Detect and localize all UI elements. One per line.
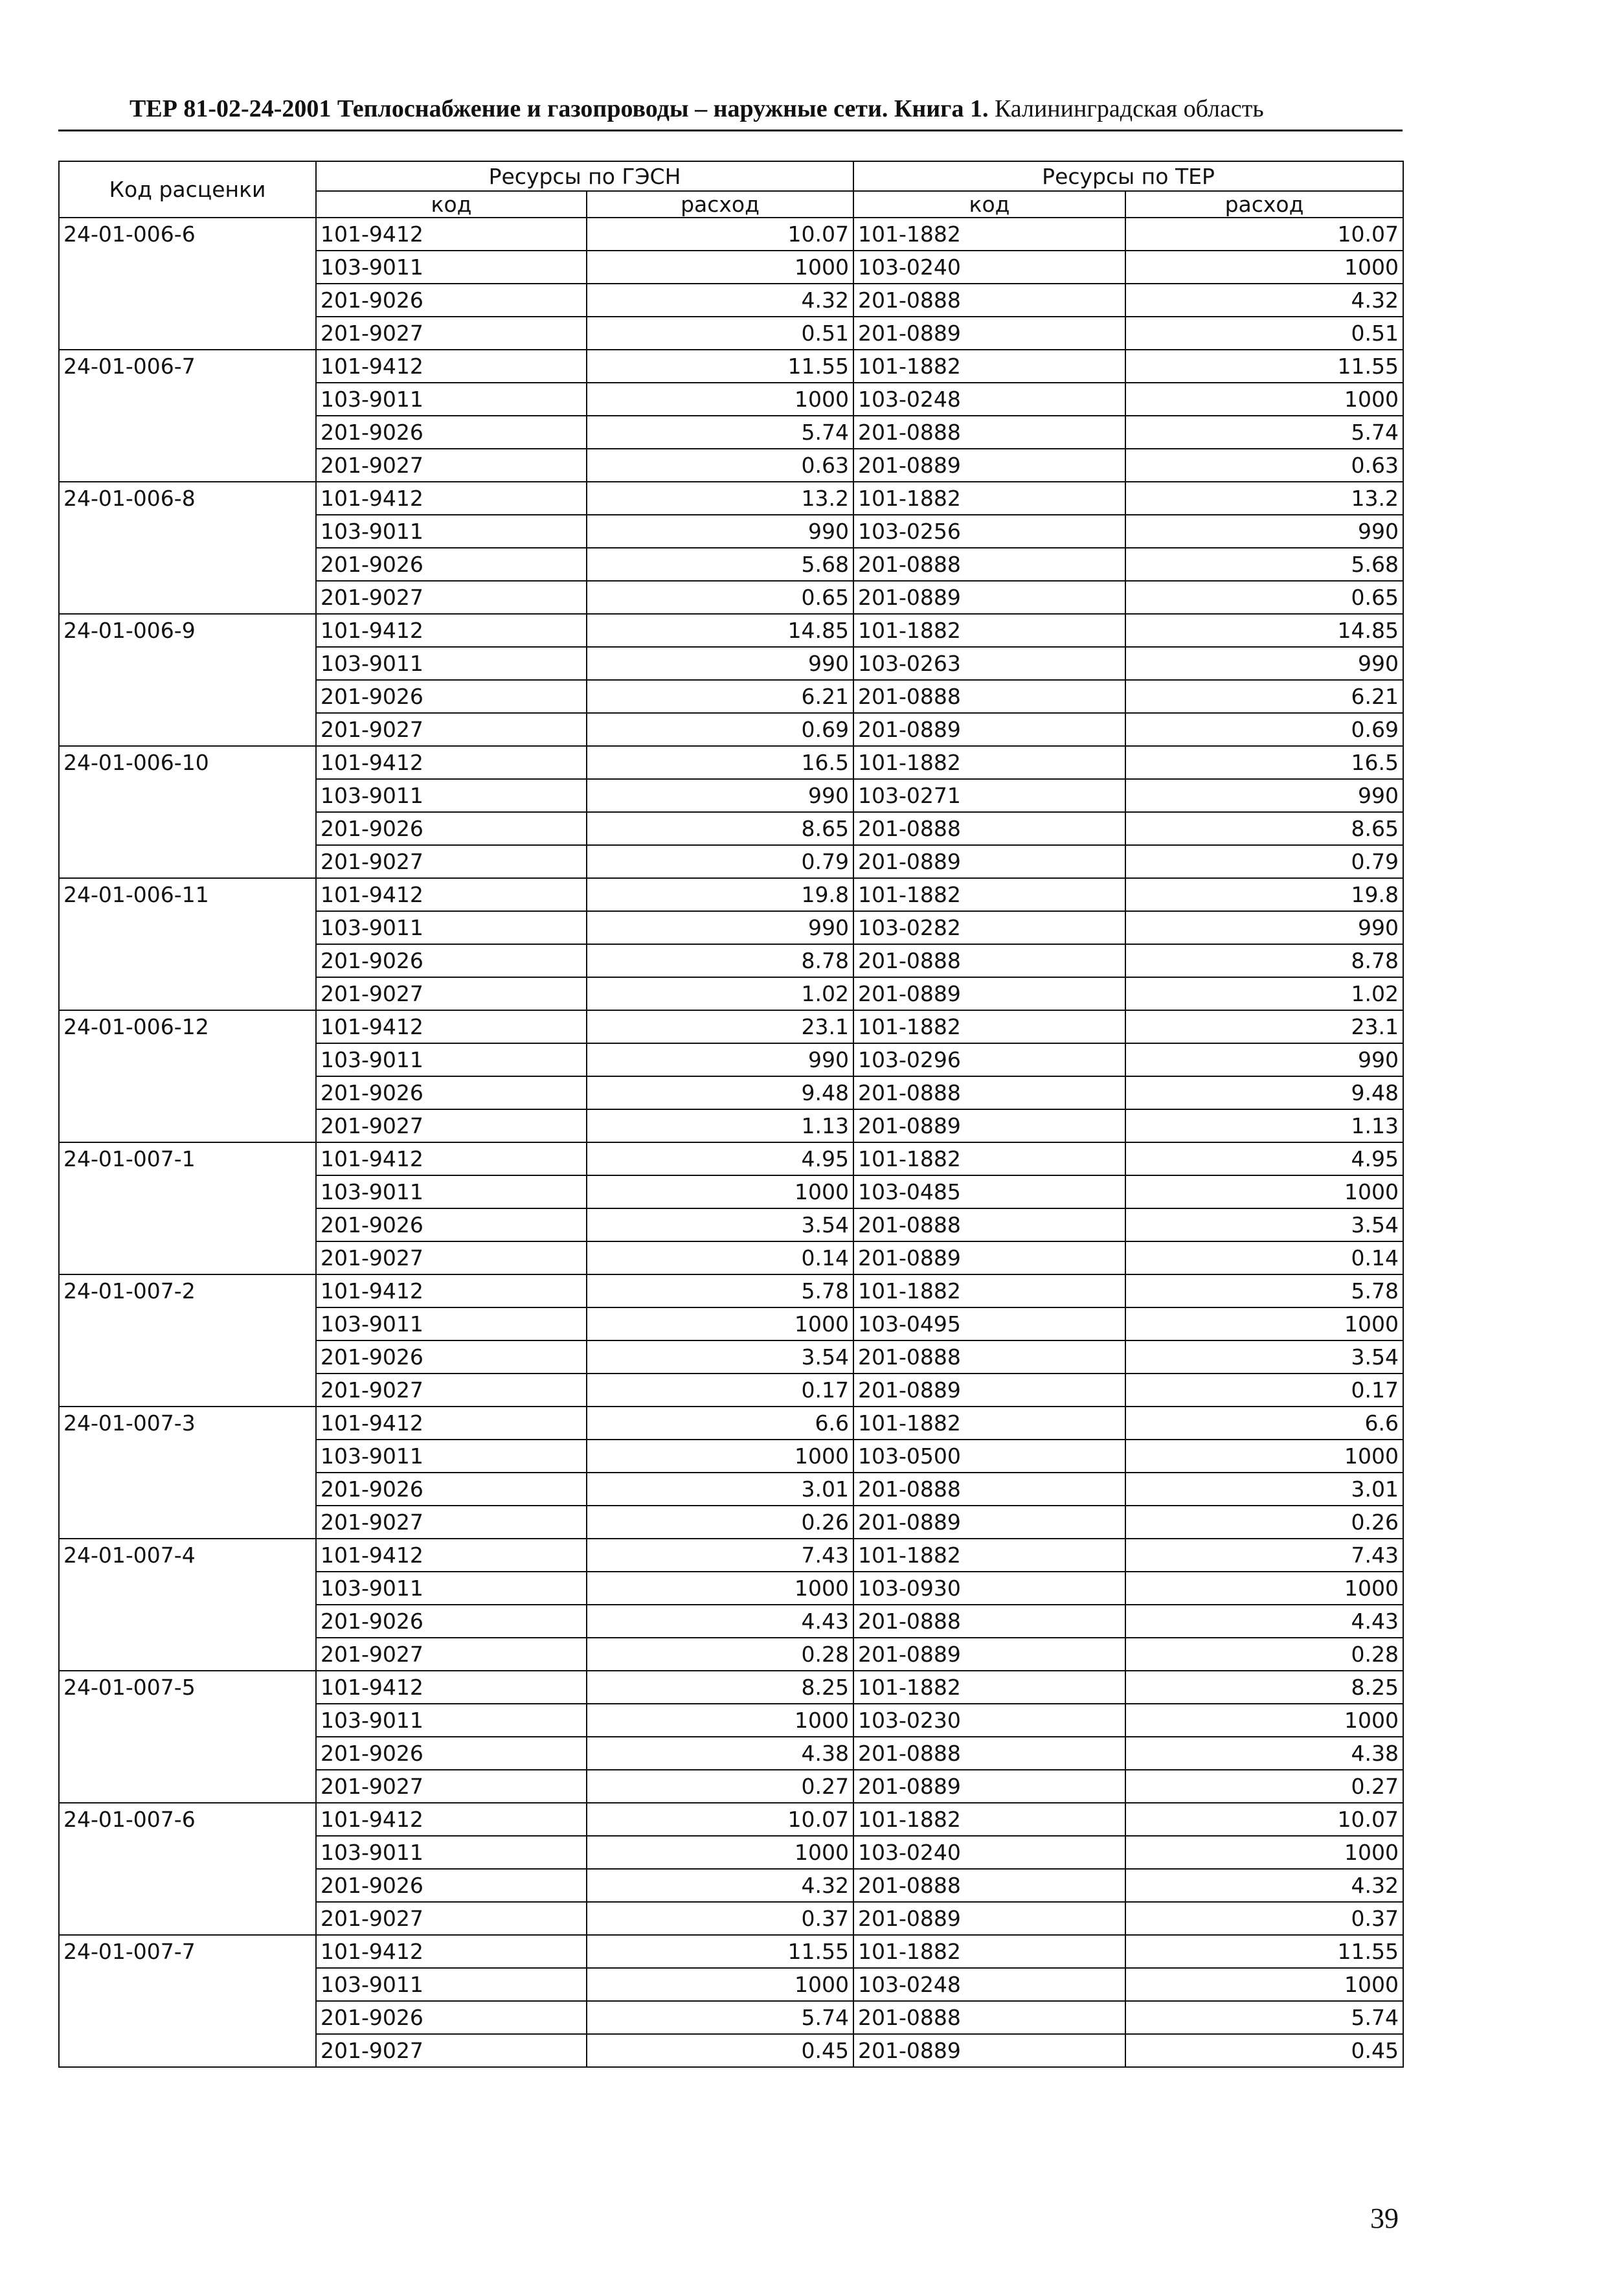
ter-code-cell: 103-0248 bbox=[853, 383, 1125, 416]
rate-code-cell: 24-01-007-6 bbox=[59, 1803, 316, 1935]
rate-code-cell: 24-01-007-2 bbox=[59, 1274, 316, 1407]
ter-amount-cell: 10.07 bbox=[1125, 218, 1403, 251]
ter-amount-cell: 6.21 bbox=[1125, 680, 1403, 713]
ter-code-cell: 201-0888 bbox=[853, 1473, 1125, 1506]
ter-code-cell: 201-0889 bbox=[853, 977, 1125, 1010]
gesn-amount-cell: 7.43 bbox=[587, 1539, 853, 1572]
ter-amount-cell: 1000 bbox=[1125, 1836, 1403, 1869]
gesn-amount-cell: 0.28 bbox=[587, 1638, 853, 1671]
gesn-amount-cell: 1000 bbox=[587, 251, 853, 284]
ter-amount-cell: 5.74 bbox=[1125, 416, 1403, 449]
gesn-code-cell: 101-9412 bbox=[316, 1671, 587, 1704]
gesn-code-cell: 103-9011 bbox=[316, 1043, 587, 1076]
ter-amount-cell: 4.95 bbox=[1125, 1142, 1403, 1175]
gesn-amount-cell: 11.55 bbox=[587, 1935, 853, 1968]
ter-code-cell: 103-0240 bbox=[853, 251, 1125, 284]
gesn-code-cell: 201-9027 bbox=[316, 581, 587, 614]
gesn-amount-cell: 990 bbox=[587, 911, 853, 944]
ter-amount-cell: 5.74 bbox=[1125, 2001, 1403, 2034]
gesn-amount-cell: 10.07 bbox=[587, 218, 853, 251]
ter-amount-cell: 0.65 bbox=[1125, 581, 1403, 614]
rate-code-cell: 24-01-006-8 bbox=[59, 482, 316, 614]
gesn-amount-cell: 16.5 bbox=[587, 746, 853, 779]
gesn-code-cell: 201-9027 bbox=[316, 1109, 587, 1142]
gesn-code-cell: 201-9026 bbox=[316, 944, 587, 977]
gesn-code-cell: 103-9011 bbox=[316, 1175, 587, 1208]
rate-code-cell: 24-01-007-3 bbox=[59, 1407, 316, 1539]
gesn-amount-cell: 1000 bbox=[587, 1836, 853, 1869]
gesn-amount-cell: 0.79 bbox=[587, 845, 853, 878]
gesn-code-cell: 103-9011 bbox=[316, 1836, 587, 1869]
ter-code-cell: 103-0240 bbox=[853, 1836, 1125, 1869]
ter-amount-cell: 6.6 bbox=[1125, 1407, 1403, 1440]
gesn-amount-cell: 1000 bbox=[587, 1968, 853, 2001]
gesn-amount-cell: 4.95 bbox=[587, 1142, 853, 1175]
gesn-code-cell: 103-9011 bbox=[316, 779, 587, 812]
header-title-bold: ТЕР 81-02-24-2001 Теплоснабжение и газопроводы – наружные сети. Книга 1. bbox=[130, 95, 995, 122]
gesn-code-cell: 103-9011 bbox=[316, 1440, 587, 1473]
rate-code-cell: 24-01-006-10 bbox=[59, 746, 316, 878]
ter-code-cell: 201-0889 bbox=[853, 845, 1125, 878]
gesn-code-cell: 101-9412 bbox=[316, 350, 587, 383]
gesn-code-cell: 101-9412 bbox=[316, 614, 587, 647]
gesn-amount-cell: 0.51 bbox=[587, 317, 853, 350]
gesn-code-cell: 201-9027 bbox=[316, 713, 587, 746]
gesn-code-cell: 103-9011 bbox=[316, 1968, 587, 2001]
ter-amount-cell: 16.5 bbox=[1125, 746, 1403, 779]
ter-amount-cell: 11.55 bbox=[1125, 1935, 1403, 1968]
ter-amount-cell: 4.32 bbox=[1125, 284, 1403, 317]
ter-amount-cell: 7.43 bbox=[1125, 1539, 1403, 1572]
gesn-amount-cell: 1.13 bbox=[587, 1109, 853, 1142]
table-header bbox=[59, 161, 1403, 218]
ter-amount-cell: 14.85 bbox=[1125, 614, 1403, 647]
ter-amount-cell: 1000 bbox=[1125, 1175, 1403, 1208]
gesn-code-cell: 101-9412 bbox=[316, 1142, 587, 1175]
ter-amount-cell: 0.26 bbox=[1125, 1506, 1403, 1539]
gesn-code-cell: 101-9412 bbox=[316, 1803, 587, 1836]
ter-code-cell: 103-0495 bbox=[853, 1307, 1125, 1340]
gesn-amount-cell: 1000 bbox=[587, 1572, 853, 1605]
ter-code-cell: 201-0888 bbox=[853, 284, 1125, 317]
gesn-amount-cell: 6.6 bbox=[587, 1407, 853, 1440]
ter-code-cell: 201-0889 bbox=[853, 1241, 1125, 1274]
ter-code-cell: 201-0888 bbox=[853, 680, 1125, 713]
gesn-code-cell: 101-9412 bbox=[316, 1539, 587, 1572]
gesn-amount-cell: 990 bbox=[587, 647, 853, 680]
gesn-code-cell: 201-9026 bbox=[316, 416, 587, 449]
ter-amount-cell: 1000 bbox=[1125, 1572, 1403, 1605]
gesn-code-cell: 201-9027 bbox=[316, 2034, 587, 2067]
ter-code-cell: 101-1882 bbox=[853, 1539, 1125, 1572]
ter-code-cell: 201-0888 bbox=[853, 1076, 1125, 1109]
gesn-code-cell: 101-9412 bbox=[316, 1010, 587, 1043]
ter-code-cell: 201-0889 bbox=[853, 2034, 1125, 2067]
resources-table bbox=[58, 161, 1404, 2068]
gesn-code-cell: 101-9412 bbox=[316, 1935, 587, 1968]
gesn-code-cell: 201-9026 bbox=[316, 812, 587, 845]
ter-amount-cell: 11.55 bbox=[1125, 350, 1403, 383]
gesn-code-cell: 201-9026 bbox=[316, 2001, 587, 2034]
gesn-code-cell: 201-9026 bbox=[316, 1340, 587, 1374]
gesn-amount-cell: 8.65 bbox=[587, 812, 853, 845]
ter-amount-cell: 0.63 bbox=[1125, 449, 1403, 482]
gesn-code-cell: 201-9026 bbox=[316, 1473, 587, 1506]
ter-amount-cell: 13.2 bbox=[1125, 482, 1403, 515]
header-ter-resources: Ресурсы по ТЕР bbox=[853, 161, 1403, 191]
gesn-amount-cell: 0.69 bbox=[587, 713, 853, 746]
ter-amount-cell: 1000 bbox=[1125, 1440, 1403, 1473]
table-body bbox=[59, 218, 1403, 2067]
gesn-amount-cell: 1000 bbox=[587, 383, 853, 416]
gesn-amount-cell: 23.1 bbox=[587, 1010, 853, 1043]
gesn-code-cell: 101-9412 bbox=[316, 1407, 587, 1440]
ter-amount-cell: 0.27 bbox=[1125, 1770, 1403, 1803]
ter-amount-cell: 5.78 bbox=[1125, 1274, 1403, 1307]
gesn-amount-cell: 0.26 bbox=[587, 1506, 853, 1539]
ter-amount-cell: 19.8 bbox=[1125, 878, 1403, 911]
table-row bbox=[59, 350, 1403, 383]
rate-code-cell: 24-01-006-12 bbox=[59, 1010, 316, 1142]
ter-amount-cell: 3.01 bbox=[1125, 1473, 1403, 1506]
gesn-code-cell: 101-9412 bbox=[316, 878, 587, 911]
gesn-code-cell: 201-9027 bbox=[316, 1902, 587, 1935]
ter-code-cell: 201-0889 bbox=[853, 1902, 1125, 1935]
ter-code-cell: 201-0888 bbox=[853, 1869, 1125, 1902]
ter-code-cell: 201-0888 bbox=[853, 812, 1125, 845]
table-row bbox=[59, 1935, 1403, 1968]
ter-code-cell: 201-0888 bbox=[853, 1208, 1125, 1241]
gesn-code-cell: 103-9011 bbox=[316, 1704, 587, 1737]
table-row bbox=[59, 1407, 1403, 1440]
gesn-amount-cell: 3.54 bbox=[587, 1208, 853, 1241]
gesn-amount-cell: 1000 bbox=[587, 1704, 853, 1737]
gesn-amount-cell: 0.65 bbox=[587, 581, 853, 614]
gesn-code-cell: 201-9026 bbox=[316, 1208, 587, 1241]
gesn-code-cell: 103-9011 bbox=[316, 1307, 587, 1340]
gesn-amount-cell: 4.32 bbox=[587, 1869, 853, 1902]
ter-code-cell: 101-1882 bbox=[853, 1142, 1125, 1175]
gesn-amount-cell: 4.32 bbox=[587, 284, 853, 317]
table-row bbox=[59, 746, 1403, 779]
gesn-code-cell: 201-9026 bbox=[316, 680, 587, 713]
rate-code-cell: 24-01-006-6 bbox=[59, 218, 316, 350]
table-row bbox=[59, 878, 1403, 911]
ter-amount-cell: 0.17 bbox=[1125, 1374, 1403, 1407]
gesn-amount-cell: 4.38 bbox=[587, 1737, 853, 1770]
ter-code-cell: 103-0256 bbox=[853, 515, 1125, 548]
rate-code-cell: 24-01-007-7 bbox=[59, 1935, 316, 2067]
rate-code-cell: 24-01-006-7 bbox=[59, 350, 316, 482]
rate-code-cell: 24-01-007-4 bbox=[59, 1539, 316, 1671]
gesn-amount-cell: 11.55 bbox=[587, 350, 853, 383]
gesn-amount-cell: 19.8 bbox=[587, 878, 853, 911]
ter-code-cell: 101-1882 bbox=[853, 1407, 1125, 1440]
gesn-code-cell: 201-9026 bbox=[316, 1737, 587, 1770]
gesn-code-cell: 201-9026 bbox=[316, 1605, 587, 1638]
gesn-amount-cell: 1.02 bbox=[587, 977, 853, 1010]
ter-amount-cell: 0.45 bbox=[1125, 2034, 1403, 2067]
ter-amount-cell: 1000 bbox=[1125, 383, 1403, 416]
gesn-code-cell: 103-9011 bbox=[316, 383, 587, 416]
ter-amount-cell: 990 bbox=[1125, 515, 1403, 548]
ter-amount-cell: 1000 bbox=[1125, 1968, 1403, 2001]
ter-amount-cell: 1.02 bbox=[1125, 977, 1403, 1010]
ter-amount-cell: 8.65 bbox=[1125, 812, 1403, 845]
ter-code-cell: 201-0888 bbox=[853, 1340, 1125, 1374]
gesn-amount-cell: 5.78 bbox=[587, 1274, 853, 1307]
ter-code-cell: 201-0889 bbox=[853, 317, 1125, 350]
table-row bbox=[59, 1539, 1403, 1572]
ter-code-cell: 103-0930 bbox=[853, 1572, 1125, 1605]
gesn-code-cell: 201-9027 bbox=[316, 845, 587, 878]
ter-amount-cell: 990 bbox=[1125, 1043, 1403, 1076]
gesn-code-cell: 103-9011 bbox=[316, 911, 587, 944]
gesn-amount-cell: 1000 bbox=[587, 1175, 853, 1208]
gesn-amount-cell: 990 bbox=[587, 1043, 853, 1076]
gesn-code-cell: 201-9026 bbox=[316, 284, 587, 317]
ter-code-cell: 201-0888 bbox=[853, 1737, 1125, 1770]
header-ter-code: код bbox=[853, 191, 1125, 218]
gesn-code-cell: 201-9027 bbox=[316, 1638, 587, 1671]
ter-amount-cell: 4.43 bbox=[1125, 1605, 1403, 1638]
table-row bbox=[59, 1671, 1403, 1704]
ter-code-cell: 201-0889 bbox=[853, 1638, 1125, 1671]
running-header bbox=[130, 92, 1399, 126]
rate-code-cell: 24-01-006-11 bbox=[59, 878, 316, 1010]
ter-code-cell: 201-0888 bbox=[853, 2001, 1125, 2034]
table-row bbox=[59, 218, 1403, 251]
ter-amount-cell: 8.78 bbox=[1125, 944, 1403, 977]
ter-amount-cell: 990 bbox=[1125, 647, 1403, 680]
ter-code-cell: 103-0282 bbox=[853, 911, 1125, 944]
rate-code-cell: 24-01-007-1 bbox=[59, 1142, 316, 1274]
ter-code-cell: 103-0271 bbox=[853, 779, 1125, 812]
ter-code-cell: 201-0888 bbox=[853, 548, 1125, 581]
ter-amount-cell: 3.54 bbox=[1125, 1208, 1403, 1241]
ter-code-cell: 103-0263 bbox=[853, 647, 1125, 680]
ter-code-cell: 101-1882 bbox=[853, 1010, 1125, 1043]
gesn-code-cell: 201-9027 bbox=[316, 1374, 587, 1407]
gesn-amount-cell: 8.78 bbox=[587, 944, 853, 977]
ter-amount-cell: 23.1 bbox=[1125, 1010, 1403, 1043]
ter-amount-cell: 0.14 bbox=[1125, 1241, 1403, 1274]
ter-code-cell: 201-0889 bbox=[853, 713, 1125, 746]
gesn-amount-cell: 5.68 bbox=[587, 548, 853, 581]
ter-amount-cell: 4.32 bbox=[1125, 1869, 1403, 1902]
ter-amount-cell: 990 bbox=[1125, 779, 1403, 812]
ter-code-cell: 201-0889 bbox=[853, 449, 1125, 482]
table-row bbox=[59, 482, 1403, 515]
gesn-code-cell: 201-9027 bbox=[316, 1770, 587, 1803]
gesn-amount-cell: 990 bbox=[587, 515, 853, 548]
ter-amount-cell: 5.68 bbox=[1125, 548, 1403, 581]
gesn-amount-cell: 9.48 bbox=[587, 1076, 853, 1109]
ter-amount-cell: 1.13 bbox=[1125, 1109, 1403, 1142]
ter-amount-cell: 0.51 bbox=[1125, 317, 1403, 350]
gesn-code-cell: 201-9026 bbox=[316, 1076, 587, 1109]
gesn-amount-cell: 10.07 bbox=[587, 1803, 853, 1836]
ter-code-cell: 101-1882 bbox=[853, 614, 1125, 647]
ter-code-cell: 101-1882 bbox=[853, 1803, 1125, 1836]
ter-code-cell: 201-0889 bbox=[853, 1374, 1125, 1407]
table-row bbox=[59, 1803, 1403, 1836]
gesn-amount-cell: 8.25 bbox=[587, 1671, 853, 1704]
ter-code-cell: 201-0889 bbox=[853, 1109, 1125, 1142]
table-row bbox=[59, 614, 1403, 647]
ter-code-cell: 201-0888 bbox=[853, 416, 1125, 449]
ter-amount-cell: 0.69 bbox=[1125, 713, 1403, 746]
gesn-amount-cell: 3.54 bbox=[587, 1340, 853, 1374]
ter-code-cell: 101-1882 bbox=[853, 746, 1125, 779]
gesn-amount-cell: 0.37 bbox=[587, 1902, 853, 1935]
table-row bbox=[59, 1142, 1403, 1175]
gesn-amount-cell: 1000 bbox=[587, 1307, 853, 1340]
gesn-code-cell: 201-9027 bbox=[316, 317, 587, 350]
rate-code-cell: 24-01-006-9 bbox=[59, 614, 316, 746]
gesn-amount-cell: 5.74 bbox=[587, 2001, 853, 2034]
gesn-code-cell: 101-9412 bbox=[316, 1274, 587, 1307]
gesn-code-cell: 103-9011 bbox=[316, 1572, 587, 1605]
gesn-code-cell: 201-9027 bbox=[316, 1506, 587, 1539]
gesn-amount-cell: 1000 bbox=[587, 1440, 853, 1473]
gesn-code-cell: 201-9027 bbox=[316, 449, 587, 482]
ter-code-cell: 103-0248 bbox=[853, 1968, 1125, 2001]
gesn-amount-cell: 5.74 bbox=[587, 416, 853, 449]
ter-code-cell: 103-0296 bbox=[853, 1043, 1125, 1076]
ter-code-cell: 101-1882 bbox=[853, 1671, 1125, 1704]
ter-amount-cell: 1000 bbox=[1125, 1307, 1403, 1340]
ter-code-cell: 101-1882 bbox=[853, 1274, 1125, 1307]
ter-amount-cell: 3.54 bbox=[1125, 1340, 1403, 1374]
ter-amount-cell: 0.79 bbox=[1125, 845, 1403, 878]
page-number: 39 bbox=[1370, 2202, 1399, 2234]
header-gesn-code: код bbox=[316, 191, 587, 218]
ter-amount-cell: 8.25 bbox=[1125, 1671, 1403, 1704]
gesn-code-cell: 201-9027 bbox=[316, 977, 587, 1010]
gesn-code-cell: 101-9412 bbox=[316, 218, 587, 251]
ter-code-cell: 103-0500 bbox=[853, 1440, 1125, 1473]
ter-code-cell: 101-1882 bbox=[853, 878, 1125, 911]
ter-code-cell: 103-0485 bbox=[853, 1175, 1125, 1208]
gesn-amount-cell: 0.14 bbox=[587, 1241, 853, 1274]
header-title-region: Калининградская область bbox=[994, 95, 1264, 122]
gesn-code-cell: 201-9026 bbox=[316, 1869, 587, 1902]
gesn-amount-cell: 4.43 bbox=[587, 1605, 853, 1638]
gesn-amount-cell: 0.63 bbox=[587, 449, 853, 482]
ter-amount-cell: 1000 bbox=[1125, 251, 1403, 284]
gesn-code-cell: 101-9412 bbox=[316, 482, 587, 515]
gesn-code-cell: 103-9011 bbox=[316, 515, 587, 548]
gesn-code-cell: 101-9412 bbox=[316, 746, 587, 779]
ter-code-cell: 101-1882 bbox=[853, 482, 1125, 515]
gesn-amount-cell: 990 bbox=[587, 779, 853, 812]
rate-code-cell: 24-01-007-5 bbox=[59, 1671, 316, 1803]
ter-code-cell: 201-0889 bbox=[853, 1770, 1125, 1803]
gesn-code-cell: 201-9027 bbox=[316, 1241, 587, 1274]
header-ter-amount: расход bbox=[1125, 191, 1403, 218]
ter-amount-cell: 9.48 bbox=[1125, 1076, 1403, 1109]
gesn-code-cell: 103-9011 bbox=[316, 647, 587, 680]
ter-amount-cell: 1000 bbox=[1125, 1704, 1403, 1737]
gesn-amount-cell: 3.01 bbox=[587, 1473, 853, 1506]
ter-code-cell: 201-0889 bbox=[853, 1506, 1125, 1539]
ter-code-cell: 201-0888 bbox=[853, 1605, 1125, 1638]
ter-amount-cell: 0.37 bbox=[1125, 1902, 1403, 1935]
ter-code-cell: 201-0889 bbox=[853, 581, 1125, 614]
ter-code-cell: 101-1882 bbox=[853, 218, 1125, 251]
gesn-amount-cell: 0.27 bbox=[587, 1770, 853, 1803]
ter-amount-cell: 0.28 bbox=[1125, 1638, 1403, 1671]
ter-amount-cell: 990 bbox=[1125, 911, 1403, 944]
header-divider bbox=[58, 130, 1403, 131]
ter-code-cell: 101-1882 bbox=[853, 350, 1125, 383]
gesn-amount-cell: 13.2 bbox=[587, 482, 853, 515]
gesn-amount-cell: 0.17 bbox=[587, 1374, 853, 1407]
ter-amount-cell: 4.38 bbox=[1125, 1737, 1403, 1770]
ter-code-cell: 101-1882 bbox=[853, 1935, 1125, 1968]
header-rate-code: Код расценки bbox=[59, 161, 316, 218]
table-row bbox=[59, 1010, 1403, 1043]
gesn-amount-cell: 6.21 bbox=[587, 680, 853, 713]
gesn-code-cell: 201-9026 bbox=[316, 548, 587, 581]
gesn-code-cell: 103-9011 bbox=[316, 251, 587, 284]
gesn-amount-cell: 14.85 bbox=[587, 614, 853, 647]
header-gesn-resources: Ресурсы по ГЭСН bbox=[316, 161, 853, 191]
ter-code-cell: 201-0888 bbox=[853, 944, 1125, 977]
table-row bbox=[59, 1274, 1403, 1307]
ter-code-cell: 103-0230 bbox=[853, 1704, 1125, 1737]
header-gesn-amount: расход bbox=[587, 191, 853, 218]
gesn-amount-cell: 0.45 bbox=[587, 2034, 853, 2067]
ter-amount-cell: 10.07 bbox=[1125, 1803, 1403, 1836]
